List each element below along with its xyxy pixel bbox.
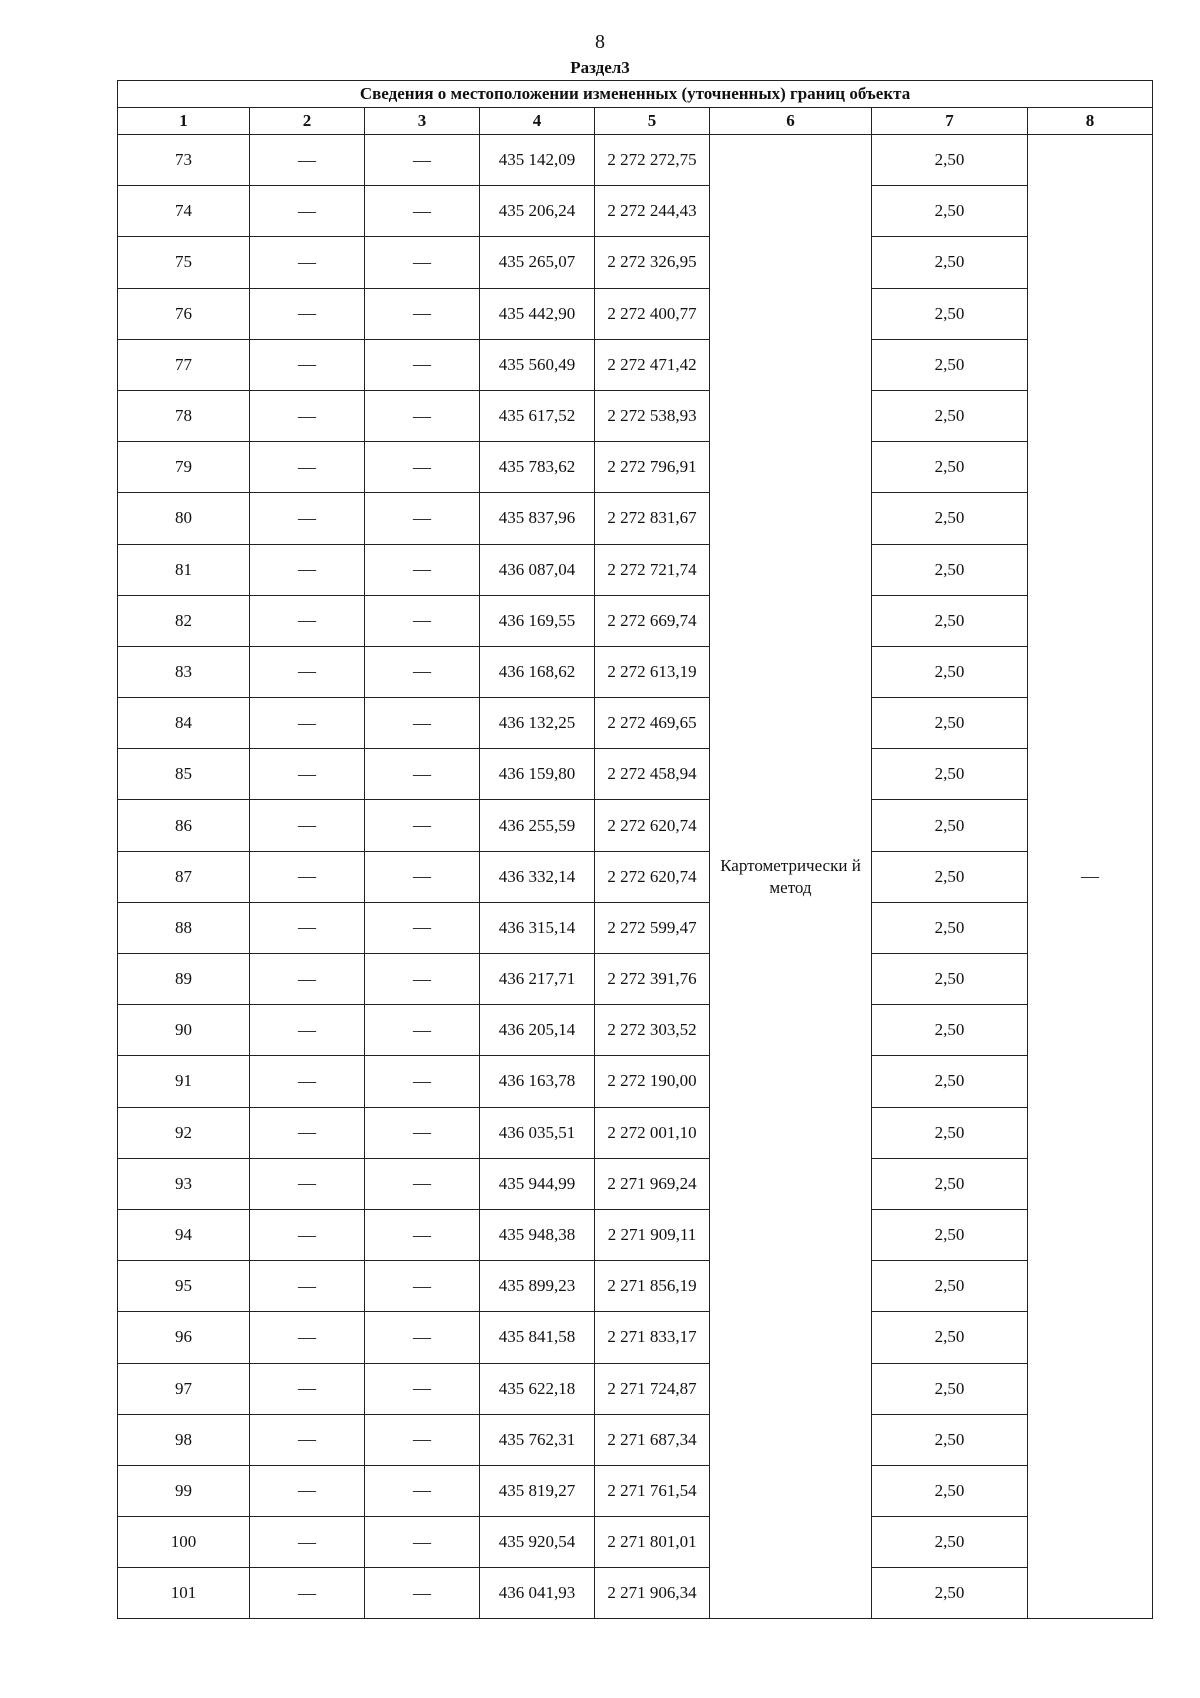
point-number-cell: 92 [118,1107,250,1158]
x-coordinate-cell: 436 315,14 [480,902,595,953]
point-number-cell: 90 [118,1005,250,1056]
column-number: 4 [480,108,595,135]
table-row [118,493,1153,544]
x-coordinate-cell: 436 168,62 [480,646,595,697]
y-coordinate-cell: 2 272 471,42 [595,339,710,390]
table-row [118,800,1153,851]
dash-cell: — [250,186,365,237]
dash-cell: — [365,493,480,544]
accuracy-cell: 2,50 [872,544,1028,595]
table-row [118,1414,1153,1465]
x-coordinate-cell: 436 087,04 [480,544,595,595]
dash-cell: — [365,1209,480,1260]
table-row [118,1209,1153,1260]
point-number-cell: 86 [118,800,250,851]
y-coordinate-cell: 2 272 620,74 [595,851,710,902]
point-number-cell: 80 [118,493,250,544]
y-coordinate-cell: 2 271 724,87 [595,1363,710,1414]
dash-cell: — [250,1312,365,1363]
table-row [118,1158,1153,1209]
dash-cell: — [250,1517,365,1568]
x-coordinate-cell: 435 944,99 [480,1158,595,1209]
accuracy-cell: 2,50 [872,1312,1028,1363]
accuracy-cell: 2,50 [872,288,1028,339]
dash-cell: — [250,851,365,902]
accuracy-cell: 2,50 [872,851,1028,902]
x-coordinate-cell: 435 762,31 [480,1414,595,1465]
dash-cell: — [365,1158,480,1209]
table-row [118,646,1153,697]
page-number: 8 [595,31,605,53]
accuracy-cell: 2,50 [872,1261,1028,1312]
column-number: 6 [710,108,872,135]
table-row [118,1312,1153,1363]
dash-cell: — [365,1363,480,1414]
dash-cell: — [250,1363,365,1414]
dash-cell: — [250,749,365,800]
point-number-cell: 84 [118,698,250,749]
table-row [118,1261,1153,1312]
accuracy-cell: 2,50 [872,1568,1028,1619]
table-row [118,1517,1153,1568]
dash-cell: — [365,800,480,851]
point-number-cell: 74 [118,186,250,237]
dash-cell: — [365,954,480,1005]
x-coordinate-cell: 435 142,09 [480,135,595,186]
dash-cell: — [365,1568,480,1619]
section-title: Раздел3 [570,58,630,77]
point-number-cell: 81 [118,544,250,595]
accuracy-cell: 2,50 [872,595,1028,646]
x-coordinate-cell: 436 035,51 [480,1107,595,1158]
dash-cell: — [365,595,480,646]
dash-cell: — [250,237,365,288]
y-coordinate-cell: 2 272 244,43 [595,186,710,237]
dash-cell: — [250,646,365,697]
table-row [118,954,1153,1005]
y-coordinate-cell: 2 272 796,91 [595,442,710,493]
x-coordinate-cell: 436 132,25 [480,698,595,749]
accuracy-cell: 2,50 [872,902,1028,953]
table-row [118,1056,1153,1107]
y-coordinate-cell: 2 272 599,47 [595,902,710,953]
table-row [118,339,1153,390]
y-coordinate-cell: 2 272 326,95 [595,237,710,288]
dash-cell: — [365,135,480,186]
point-number-cell: 89 [118,954,250,1005]
x-coordinate-cell: 435 819,27 [480,1465,595,1516]
accuracy-cell: 2,50 [872,749,1028,800]
dash-cell: — [365,339,480,390]
x-coordinate-cell: 436 217,71 [480,954,595,1005]
point-number-cell: 76 [118,288,250,339]
dash-cell: — [250,1158,365,1209]
x-coordinate-cell: 435 265,07 [480,237,595,288]
x-coordinate-cell: 436 159,80 [480,749,595,800]
table-row [118,1363,1153,1414]
dash-cell: — [250,135,365,186]
accuracy-cell: 2,50 [872,135,1028,186]
dash-cell: — [365,1107,480,1158]
y-coordinate-cell: 2 271 906,34 [595,1568,710,1619]
point-number-cell: 79 [118,442,250,493]
point-number-cell: 82 [118,595,250,646]
dash-cell: — [365,646,480,697]
dash-cell: — [250,1107,365,1158]
point-number-cell: 85 [118,749,250,800]
table-row [118,135,1153,186]
accuracy-cell: 2,50 [872,954,1028,1005]
dash-cell: — [365,1312,480,1363]
x-coordinate-cell: 436 169,55 [480,595,595,646]
x-coordinate-cell: 436 205,14 [480,1005,595,1056]
x-coordinate-cell: 435 617,52 [480,390,595,441]
table-row [118,1005,1153,1056]
point-number-cell: 97 [118,1363,250,1414]
x-coordinate-cell: 436 332,14 [480,851,595,902]
accuracy-cell: 2,50 [872,1363,1028,1414]
x-coordinate-cell: 435 783,62 [480,442,595,493]
accuracy-cell: 2,50 [872,1158,1028,1209]
point-number-cell: 77 [118,339,250,390]
y-coordinate-cell: 2 272 721,74 [595,544,710,595]
column-number-row [118,108,1153,135]
y-coordinate-cell: 2 272 190,00 [595,1056,710,1107]
point-number-cell: 93 [118,1158,250,1209]
table-row [118,390,1153,441]
dash-cell: — [250,1261,365,1312]
table-row [118,1465,1153,1516]
y-coordinate-cell: 2 272 669,74 [595,595,710,646]
method-cell: Картометрически й метод [710,135,872,1619]
dash-cell: — [250,288,365,339]
y-coordinate-cell: 2 271 833,17 [595,1312,710,1363]
y-coordinate-cell: 2 271 687,34 [595,1414,710,1465]
y-coordinate-cell: 2 272 620,74 [595,800,710,851]
x-coordinate-cell: 436 041,93 [480,1568,595,1619]
dash-cell: — [365,851,480,902]
dash-cell: — [250,442,365,493]
accuracy-cell: 2,50 [872,1517,1028,1568]
point-number-cell: 88 [118,902,250,953]
point-number-cell: 91 [118,1056,250,1107]
dash-cell: — [250,1568,365,1619]
dash-cell: — [250,1209,365,1260]
y-coordinate-cell: 2 272 001,10 [595,1107,710,1158]
y-coordinate-cell: 2 272 303,52 [595,1005,710,1056]
y-coordinate-cell: 2 272 538,93 [595,390,710,441]
dash-cell: — [365,442,480,493]
y-coordinate-cell: 2 272 400,77 [595,288,710,339]
accuracy-cell: 2,50 [872,237,1028,288]
point-number-cell: 96 [118,1312,250,1363]
y-coordinate-cell: 2 271 969,24 [595,1158,710,1209]
dash-cell: — [250,1414,365,1465]
dash-cell: — [365,1261,480,1312]
point-number-cell: 95 [118,1261,250,1312]
table-caption: Сведения о местоположении измененных (уточненных) границ объекта [118,81,1153,108]
dash-cell: — [365,902,480,953]
y-coordinate-cell: 2 272 831,67 [595,493,710,544]
accuracy-cell: 2,50 [872,1414,1028,1465]
y-coordinate-cell: 2 272 391,76 [595,954,710,1005]
table-row [118,442,1153,493]
x-coordinate-cell: 435 841,58 [480,1312,595,1363]
dash-cell: — [365,1414,480,1465]
accuracy-cell: 2,50 [872,339,1028,390]
x-coordinate-cell: 435 622,18 [480,1363,595,1414]
dash-cell: — [365,1005,480,1056]
dash-cell: — [365,544,480,595]
dash-cell: — [365,1056,480,1107]
accuracy-cell: 2,50 [872,493,1028,544]
dash-cell: — [365,390,480,441]
dash-cell: — [250,339,365,390]
point-number-cell: 99 [118,1465,250,1516]
x-coordinate-cell: 435 206,24 [480,186,595,237]
y-coordinate-cell: 2 272 458,94 [595,749,710,800]
table-row [118,698,1153,749]
dash-cell: — [250,902,365,953]
column-number: 1 [118,108,250,135]
accuracy-cell: 2,50 [872,1056,1028,1107]
y-coordinate-cell: 2 271 909,11 [595,1209,710,1260]
dash-cell: — [250,544,365,595]
point-number-cell: 87 [118,851,250,902]
accuracy-cell: 2,50 [872,1209,1028,1260]
accuracy-cell: 2,50 [872,1107,1028,1158]
table-row [118,1107,1153,1158]
point-number-cell: 101 [118,1568,250,1619]
accuracy-cell: 2,50 [872,646,1028,697]
dash-cell: — [250,1056,365,1107]
point-number-cell: 94 [118,1209,250,1260]
table-row [118,288,1153,339]
x-coordinate-cell: 435 920,54 [480,1517,595,1568]
column-number: 7 [872,108,1028,135]
accuracy-cell: 2,50 [872,1005,1028,1056]
dash-cell: — [365,237,480,288]
y-coordinate-cell: 2 272 613,19 [595,646,710,697]
point-number-cell: 100 [118,1517,250,1568]
x-coordinate-cell: 435 442,90 [480,288,595,339]
point-number-cell: 78 [118,390,250,441]
table-row [118,237,1153,288]
dash-cell: — [250,698,365,749]
y-coordinate-cell: 2 271 801,01 [595,1517,710,1568]
accuracy-cell: 2,50 [872,1465,1028,1516]
table-row [118,902,1153,953]
x-coordinate-cell: 436 163,78 [480,1056,595,1107]
dash-cell: — [1028,135,1153,1619]
dash-cell: — [365,749,480,800]
column-number: 8 [1028,108,1153,135]
point-number-cell: 73 [118,135,250,186]
dash-cell: — [365,288,480,339]
table-row [118,749,1153,800]
accuracy-cell: 2,50 [872,390,1028,441]
column-number: 3 [365,108,480,135]
dash-cell: — [250,390,365,441]
column-number: 5 [595,108,710,135]
point-number-cell: 98 [118,1414,250,1465]
accuracy-cell: 2,50 [872,800,1028,851]
point-number-cell: 75 [118,237,250,288]
accuracy-cell: 2,50 [872,698,1028,749]
x-coordinate-cell: 435 837,96 [480,493,595,544]
dash-cell: — [365,698,480,749]
dash-cell: — [365,1465,480,1516]
dash-cell: — [365,186,480,237]
accuracy-cell: 2,50 [872,442,1028,493]
column-number: 2 [250,108,365,135]
x-coordinate-cell: 435 560,49 [480,339,595,390]
dash-cell: — [365,1517,480,1568]
table-row [118,544,1153,595]
y-coordinate-cell: 2 272 272,75 [595,135,710,186]
accuracy-cell: 2,50 [872,186,1028,237]
dash-cell: — [250,954,365,1005]
y-coordinate-cell: 2 272 469,65 [595,698,710,749]
dash-cell: — [250,1005,365,1056]
table-row [118,1568,1153,1619]
point-number-cell: 83 [118,646,250,697]
table-row [118,851,1153,902]
x-coordinate-cell: 436 255,59 [480,800,595,851]
x-coordinate-cell: 435 899,23 [480,1261,595,1312]
dash-cell: — [250,1465,365,1516]
table-row [118,595,1153,646]
x-coordinate-cell: 435 948,38 [480,1209,595,1260]
dash-cell: — [250,595,365,646]
table-body [118,135,1153,1619]
y-coordinate-cell: 2 271 761,54 [595,1465,710,1516]
dash-cell: — [250,493,365,544]
table-row [118,186,1153,237]
coordinates-table [117,80,1153,1619]
dash-cell: — [250,800,365,851]
y-coordinate-cell: 2 271 856,19 [595,1261,710,1312]
